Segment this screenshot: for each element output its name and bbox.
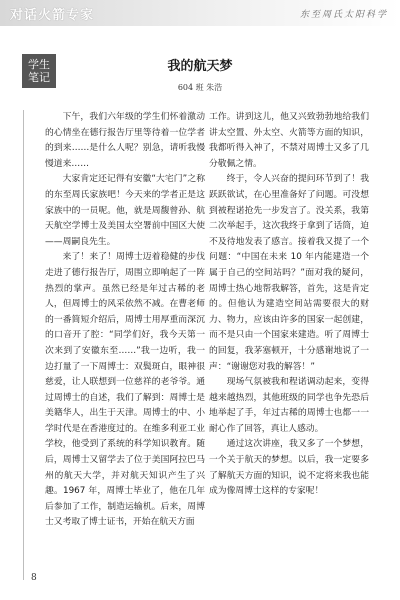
article-byline: 604 班 朱浩 [177,83,223,92]
paragraph: 来了！来了！周博士迈着稳健的步伐走进了德行报告厅，周围立即响起了一阵热烈的掌声。虽然已经是年过古稀的老人，但周博士的风采依然不减。在曹老师的一番简短介绍后，周博士用厚重而深沉的口音开了腔：“同学们好，我今天第一次来到了安徽东至……”我一边听，我一边打量了一下周博士：双鬓斑白，眼神很慈爱，让人联想到一位慈祥的老爷爷。通过周博士的自述，我们了解到：周博士是美籍华人，出生于天津。周博士的中、小学时代是在香港度过的。在维多利亚工业学校，他受到了系统的科学知识教育。随后，周博士又留学去了位于美国阿拉巴马州的航天大学，并对航天知识产生了兴趣。1967 年，周博士毕业了，他在几年后参加了工作，制造运输机。后来，周博士又考取了博士证书，开始在航天方面 [45,252,205,528]
left-column [45,110,205,531]
paragraph: 终于，令人兴奋的提问环节到了！我跃跃欲试，在心里准备好了问题。可没想到被程诺抢先一步发言了。没关系，我第二次举起手，这次我终于拿到了话筒，迫不及待地发表了感言。接着我又提了一个问题：“中国在未来 10 年内能建造一个属于自己的空间站吗？”面对我的疑问，周博士热心地帮我解答，首先，这是肯定的。但他认为建造空间站需要很大的财力、物力，应该由许多的国家一起创建，而不是只由一个国家来建造。听了周博士的回复，我茅塞顿开，十分感谢地说了一声：“谢谢您对我的解答！” [209,174,369,372]
paragraph: 下午，我们六年级的学生们怀着激动的心情坐在德行报告厅里等待着一位学者的到来……是什么人呢？别急，请听我慢慢道来…… [45,112,205,169]
brush-caption: 东至周氏太阳科学 [299,10,388,20]
column-label-line1: 学生 [28,58,50,71]
column-label-line2: 笔记 [28,71,50,84]
paragraph: 工作。讲到这儿，他又兴致勃勃地给我们讲太空置、外太空、火箭等方面的知识，我都听得入神了，不禁对周博士又多了几分敬佩之情。 [209,112,369,169]
paragraph: 现场气氛被我和程诺调动起来，变得越来越热烈，其他班级的同学也争先恐后地举起了手，年过古稀的周博士也都一一耐心作了回答，真让人感动。 [209,377,369,434]
paragraph: 大家肯定还记得有安徽“大宅门”之称的东至周氏家族吧！今天来的学者正是这家族中的一员呢。他，就是周馥曾孙、航天航空学博士及美国太空署前中国区大使——周嗣良先生。 [45,174,205,247]
section-title: 对话火箭专家 [10,8,95,23]
article-title: 我的航天梦 [167,59,233,74]
paragraph: 通过这次讲座，我又多了一个梦想，一个关于航天的梦想。以后，我一定要多了解航天方面的知识，说不定将来我也能成为像周博士这样的专家呢！ [209,439,369,497]
page-number: 8 [31,573,37,583]
right-column [209,110,369,500]
left-margin-rule [23,110,24,580]
